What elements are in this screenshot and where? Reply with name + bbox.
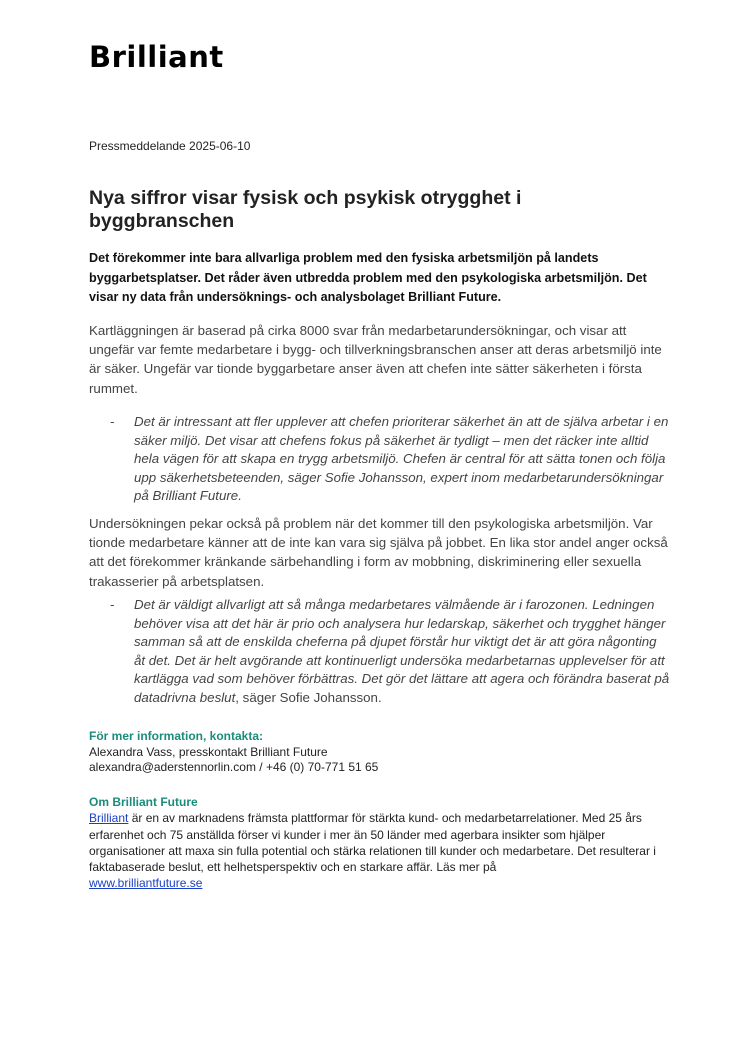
brilliant-link[interactable]: Brilliant [89, 811, 129, 826]
about-body: är en av marknadens främsta plattformar för stärkta kund- och medarbetarrelationer. Med 25 års erfarenhet och 75 anställda förser vi kunder i mer än 50 länder med agerbara insikter som hjälper organisationer att maxa sin fulla potential och stärka relationen till kunder och medarbetare. Det resulterar i faktabaserade beslut, ett helhetsperspektiv och en starkare affär. Läs mer på [89, 811, 656, 875]
quote-text-1: Det är intressant att fler upplever att chefen prioriterar säkerhet än att de själva arbetar i en säker miljö. Det visar att chefens fokus på säkerhet är tydligt – men det räcker inte alltid hela vägen för att skapa en trygg arbetsmiljö. Chefen är central för att sätta tonen och följa upp säkerhetsbeteenden, säger Sofie Johansson, expert inom medarbetarundersökningar på Brilliant Future. [134, 414, 669, 503]
website-link[interactable]: www.brilliantfuture.se [89, 876, 203, 891]
about-text [89, 810, 664, 891]
quote-attribution: , säger Sofie Johansson. [235, 689, 382, 705]
headline: Nya siffror visar fysisk och psykisk otrygghet i byggbranschen [89, 187, 522, 232]
about-section [89, 794, 664, 892]
contact-name: Alexandra Vass, presskontakt Brilliant Future [89, 744, 328, 759]
dateline: Pressmeddelande 2025-06-10 [89, 139, 251, 153]
quote-dash: - [110, 414, 115, 429]
contact-details[interactable]: alexandra@aderstennorlin.com / +46 (0) 70-771 51 65 [89, 760, 379, 774]
quote-text-2: Det är väldigt allvarligt att så många medarbetares välmående är i farozonen. Ledningen behöver visa att det här är prio och analysera hur ledarskap, säkerhet och trygghet hänger samman så att de enskilda cheferna på djupet förstår hur viktigt det är att göra någonting åt det. Det är helt avgörande att kontinuerligt undersöka medarbetarnas upplevelser för att kartlägga vad som behöver förbättras. Det gör det lättare att agera och förändra baserat på datadrivna beslut [134, 597, 670, 705]
about-heading: Om Brilliant Future [89, 795, 198, 809]
contact-heading: För mer information, kontakta: [89, 729, 264, 743]
contact-section [89, 729, 378, 776]
body-paragraph-2: Undersökningen pekar också på problem när det kommer till den psykologiska arbetsmiljön. Var tionde medarbetare känner att de inte kan vara sig själva på jobbet. En lika stor andel anger också att det förekommer kränkande särbehandling i form av mobbning, diskriminering eller sexuella trakasserier på arbetsplatsen. [89, 516, 668, 589]
quote-block-2 [110, 596, 670, 707]
quote-dash: - [110, 597, 115, 612]
brilliant-logo: Brilliant [89, 40, 224, 74]
quote-block-1 [110, 413, 670, 506]
lead-paragraph: Det förekommer inte bara allvarliga problem med den fysiska arbetsmiljön på landets byggarbetsplatser. Det råder även utbredda problem med den psykologiska arbetsmiljön. Det visar ny data från undersöknings- och analysbolaget Brilliant Future. [89, 251, 647, 304]
body-paragraph-1: Kartläggningen är baserad på cirka 8000 svar från medarbetarundersökningar, och visar att ungefär var femte medarbetare i bygg- och tillverkningsbranschen anser att deras arbetsmiljö inte är säker. Ungefär var tionde byggarbetare anser även att chefen inte sätter säkerheten i första rummet. [89, 323, 662, 396]
